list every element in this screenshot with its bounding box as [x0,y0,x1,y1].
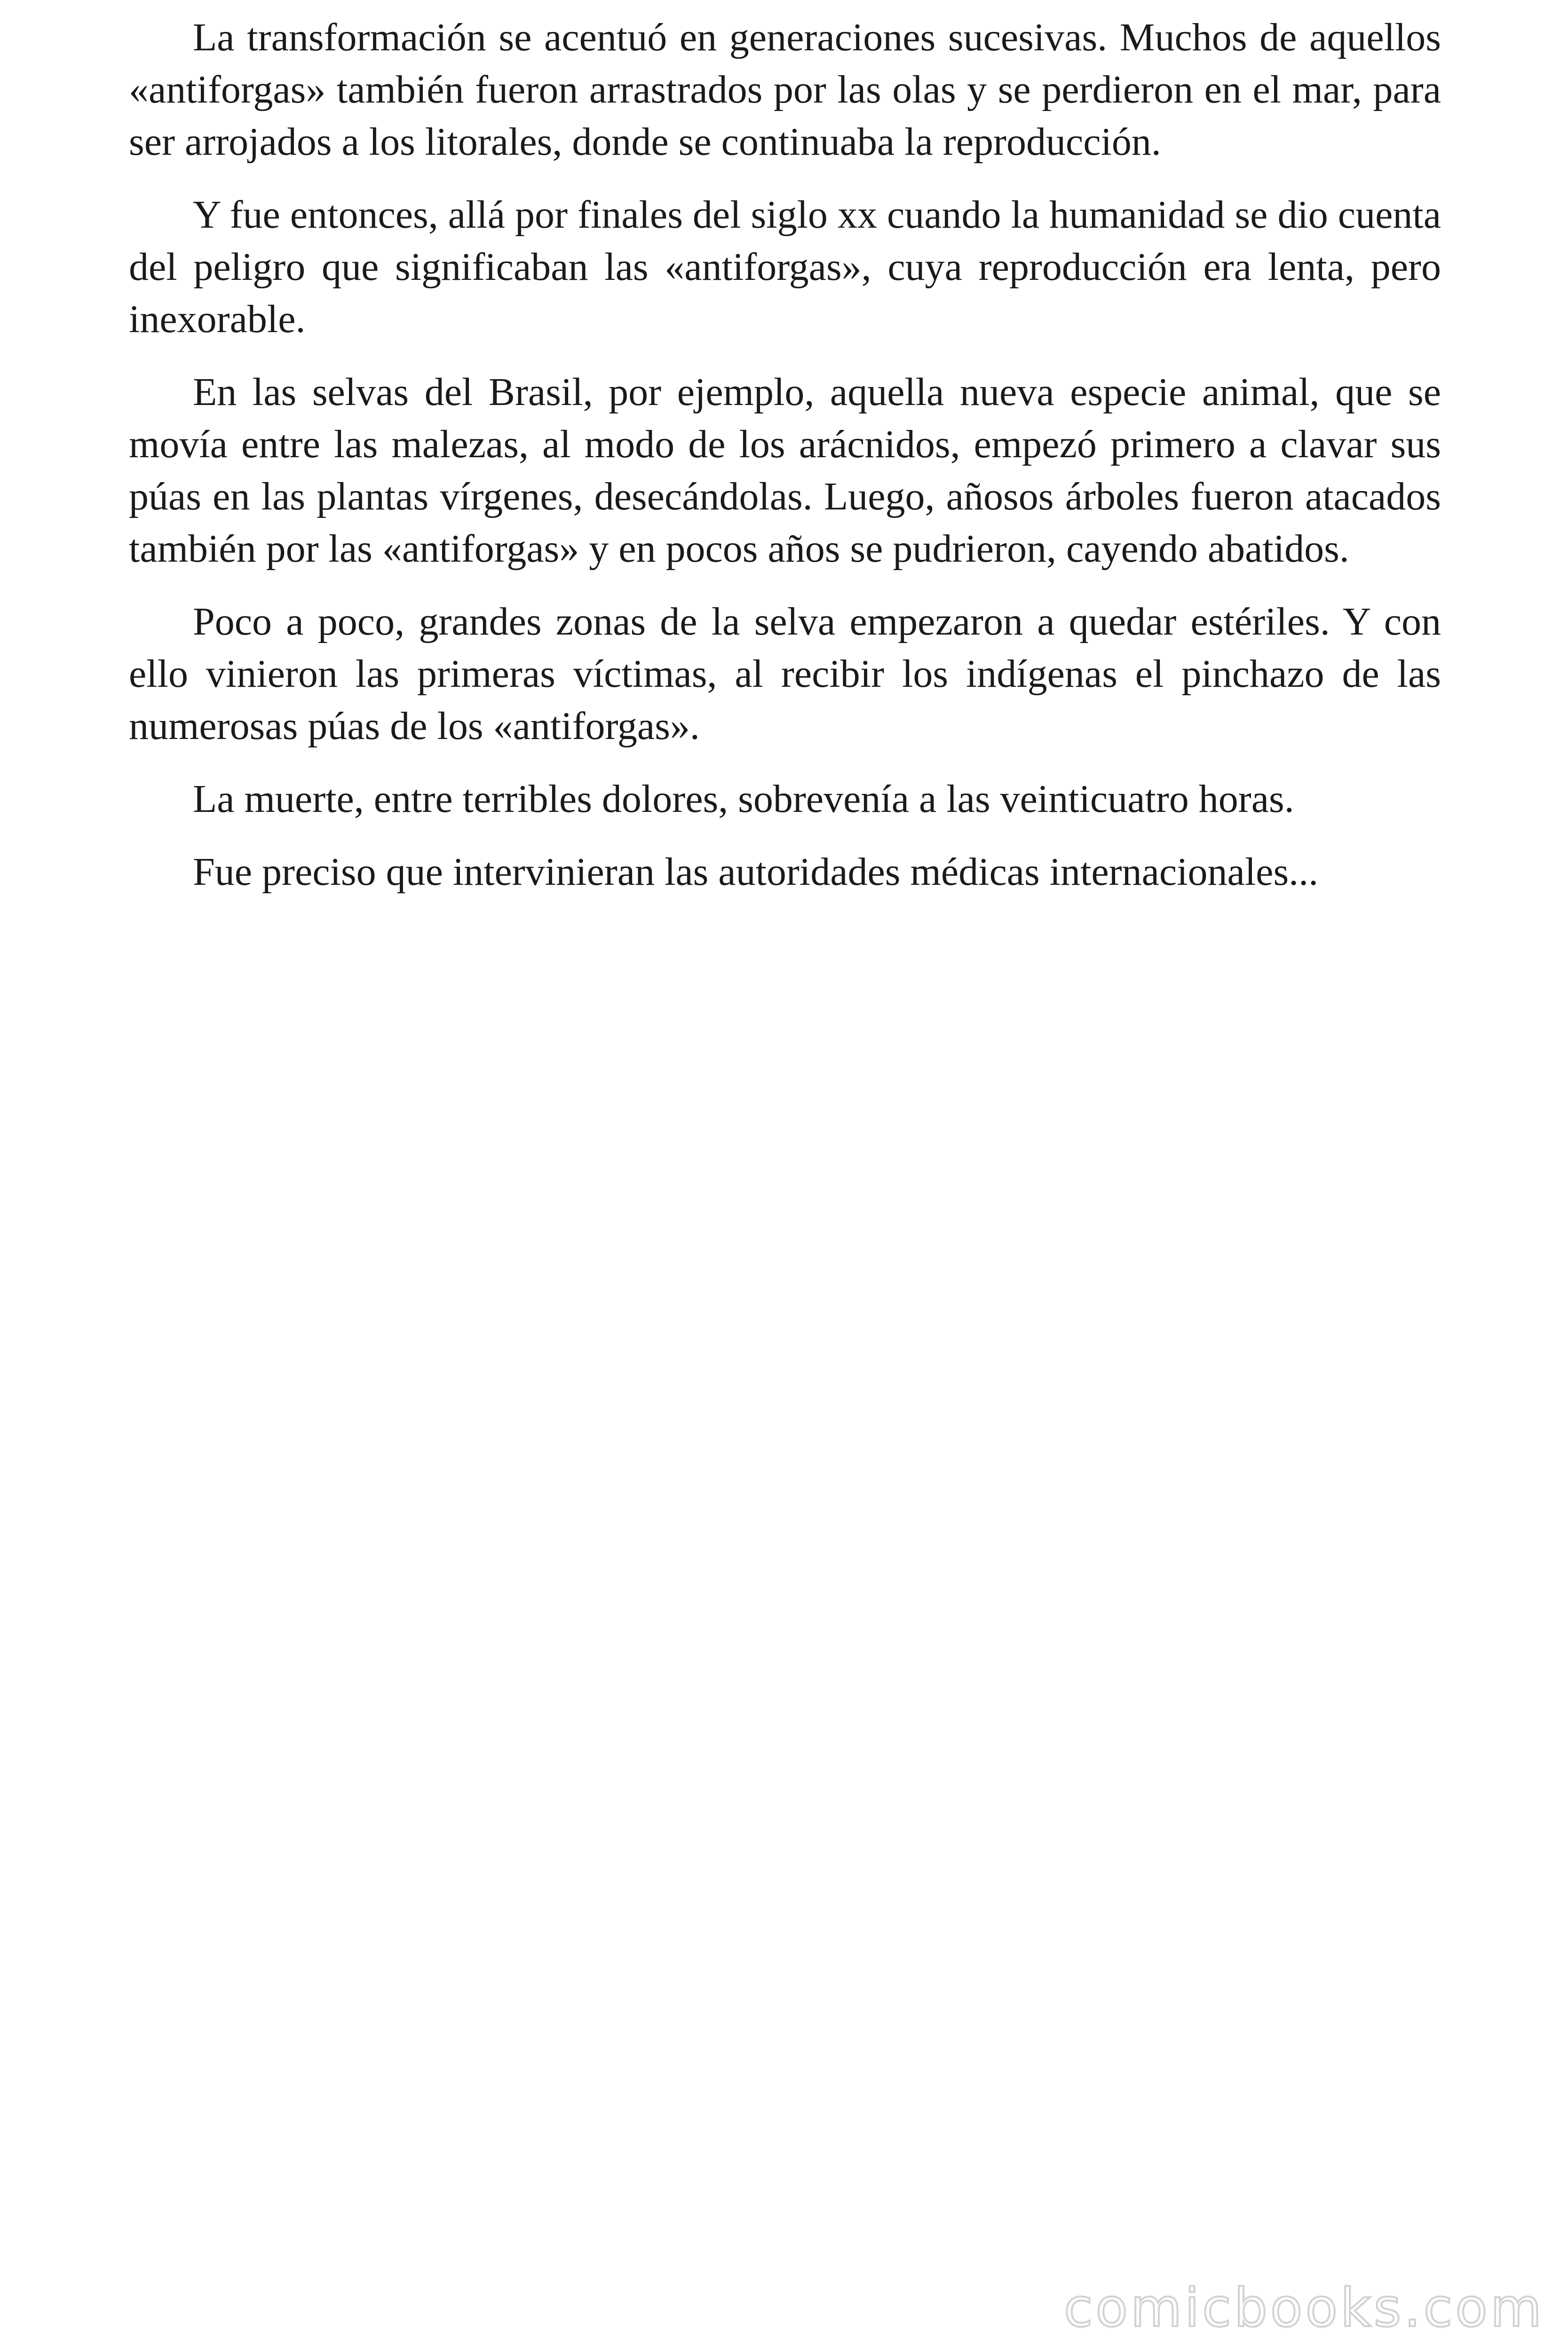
paragraph-5: La muerte, entre terribles dolores, sobrevenía a las veinticuatro horas. [193,777,1294,821]
paragraph-6: Fue preciso que intervinieran las autoridades médicas internacionales... [193,850,1319,894]
watermark: comicbooks.com [1063,2278,1544,2339]
page-body [129,11,1441,919]
paragraph-1: La transformación se acentuó en generaciones sucesivas. Muchos de aquellos «antiforgas» también fueron arrastrados por las olas y se perdieron en el mar, para ser arrojados a los litorales, donde se continuaba la reproducción. [129,16,1441,164]
paragraph-3: En las selvas del Brasil, por ejemplo, aquella nueva especie animal, que se movía entre las malezas, al modo de los arácnidos, empezó primero a clavar sus púas en las plantas vírgenes, desecándolas. Luego, añosos árboles fueron atacados también por las «antiforgas» y en pocos años se pudrieron, cayendo abatidos. [129,370,1441,571]
paragraph-2: Y fue entonces, allá por finales del siglo xx cuando la humanidad se dio cuenta del peligro que significaban las «antiforgas», cuya reproducción era lenta, pero inexorable. [129,193,1441,341]
paragraph-4: Poco a poco, grandes zonas de la selva empezaron a quedar estériles. Y con ello vinieron las primeras víctimas, al recibir los indígenas el pinchazo de las numerosas púas de los «antiforgas». [129,600,1441,748]
